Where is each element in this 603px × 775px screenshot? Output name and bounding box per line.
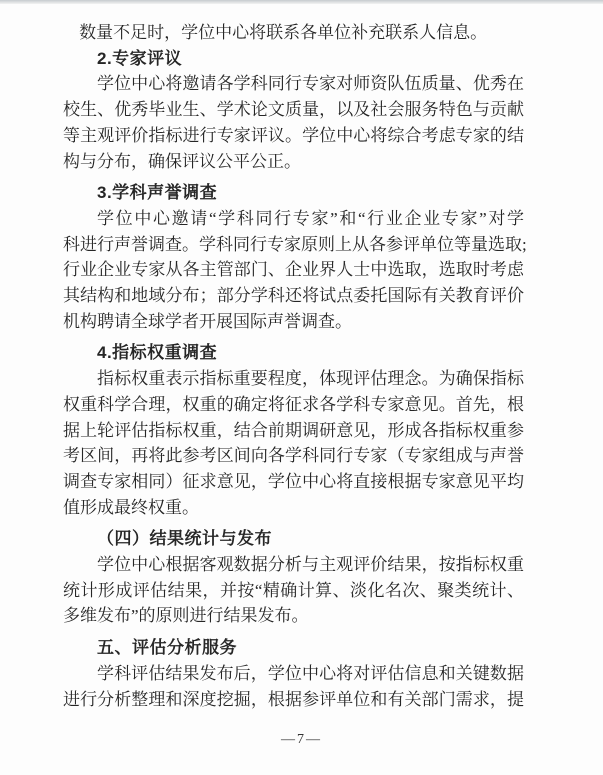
paragraph: [63, 552, 524, 629]
text-line: 权重科学合理，权重的确定将征求各学科专家意见。首先，根: [63, 394, 524, 414]
text-line: 据上轮评估指标权重，结合前期调研意见，形成各指标权重参: [63, 420, 524, 440]
paragraph: [63, 20, 524, 46]
text-line: 值形成最终权重。: [63, 497, 199, 517]
section-heading: 五、评估分析服务: [97, 638, 237, 658]
section-heading: 2.专家评议: [97, 48, 183, 68]
text-line: 指标权重表示指标重要程度，体现评估理念。为确保指标: [97, 369, 524, 389]
paragraph: [63, 71, 524, 174]
text-line: 学位中心邀请“学科同行专家”和“行业企业专家”对学: [97, 208, 524, 228]
paragraph: [63, 366, 524, 520]
scan-edge-artifact: [0, 0, 603, 4]
text-line: 其结构和地域分布；部分学科还将试点委托国际有关教育评价: [63, 286, 524, 306]
text-line: 统计形成评估结果，并按“精确计算、淡化名次、聚类统计、: [63, 580, 524, 600]
text-line: 构与分布，确保评议公平公正。: [63, 151, 301, 171]
text-line: 学位中心根据客观数据分析与主观评价结果，按指标权重: [97, 555, 524, 575]
text-line: 科进行声誉调查。学科同行专家原则上从各参评单位等量选取;: [63, 234, 527, 254]
text-line: 数量不足时，学位中心将联系各单位补充联系人信息。: [79, 23, 488, 42]
text-line: 调查专家相同）征求意见，学位中心将直接根据专家意见平均: [63, 471, 524, 491]
text-line: 机构聘请全球学者开展国际声誉调查。: [63, 311, 352, 331]
paragraph: [63, 206, 527, 335]
text-line: 考区间，再将此参考区间向各学科同行专家（专家组成与声誉: [63, 446, 524, 466]
paragraph: [63, 661, 524, 712]
document-body: [63, 20, 527, 712]
text-line: 学科评估结果发布后，学位中心将对评估信息和关键数据: [97, 663, 524, 683]
text-line: 校生、优秀毕业生、学术论文质量，以及社会服务特色与贡献: [63, 100, 524, 120]
text-line: 多维发布”的原则进行结果发布。: [63, 606, 309, 626]
text-line: 进行分析整理和深度挖掘，根据参评单位和有关部门需求，提: [63, 689, 524, 709]
section-heading: 3.学科声誉调查: [97, 183, 218, 203]
text-line: 学位中心将邀请各学科同行专家对师资队伍质量、优秀在: [97, 74, 524, 94]
page-number: —7—: [281, 732, 322, 747]
text-line: 行业企业专家从各主管部门、企业界人士中选取，选取时考虑: [63, 260, 524, 280]
text-line: 等主观评价指标进行专家评议。学位中心将综合考虑专家的结: [63, 125, 524, 145]
section-heading: （四）结果统计与发布: [97, 529, 272, 549]
section-heading: 4.指标权重调查: [97, 343, 218, 363]
